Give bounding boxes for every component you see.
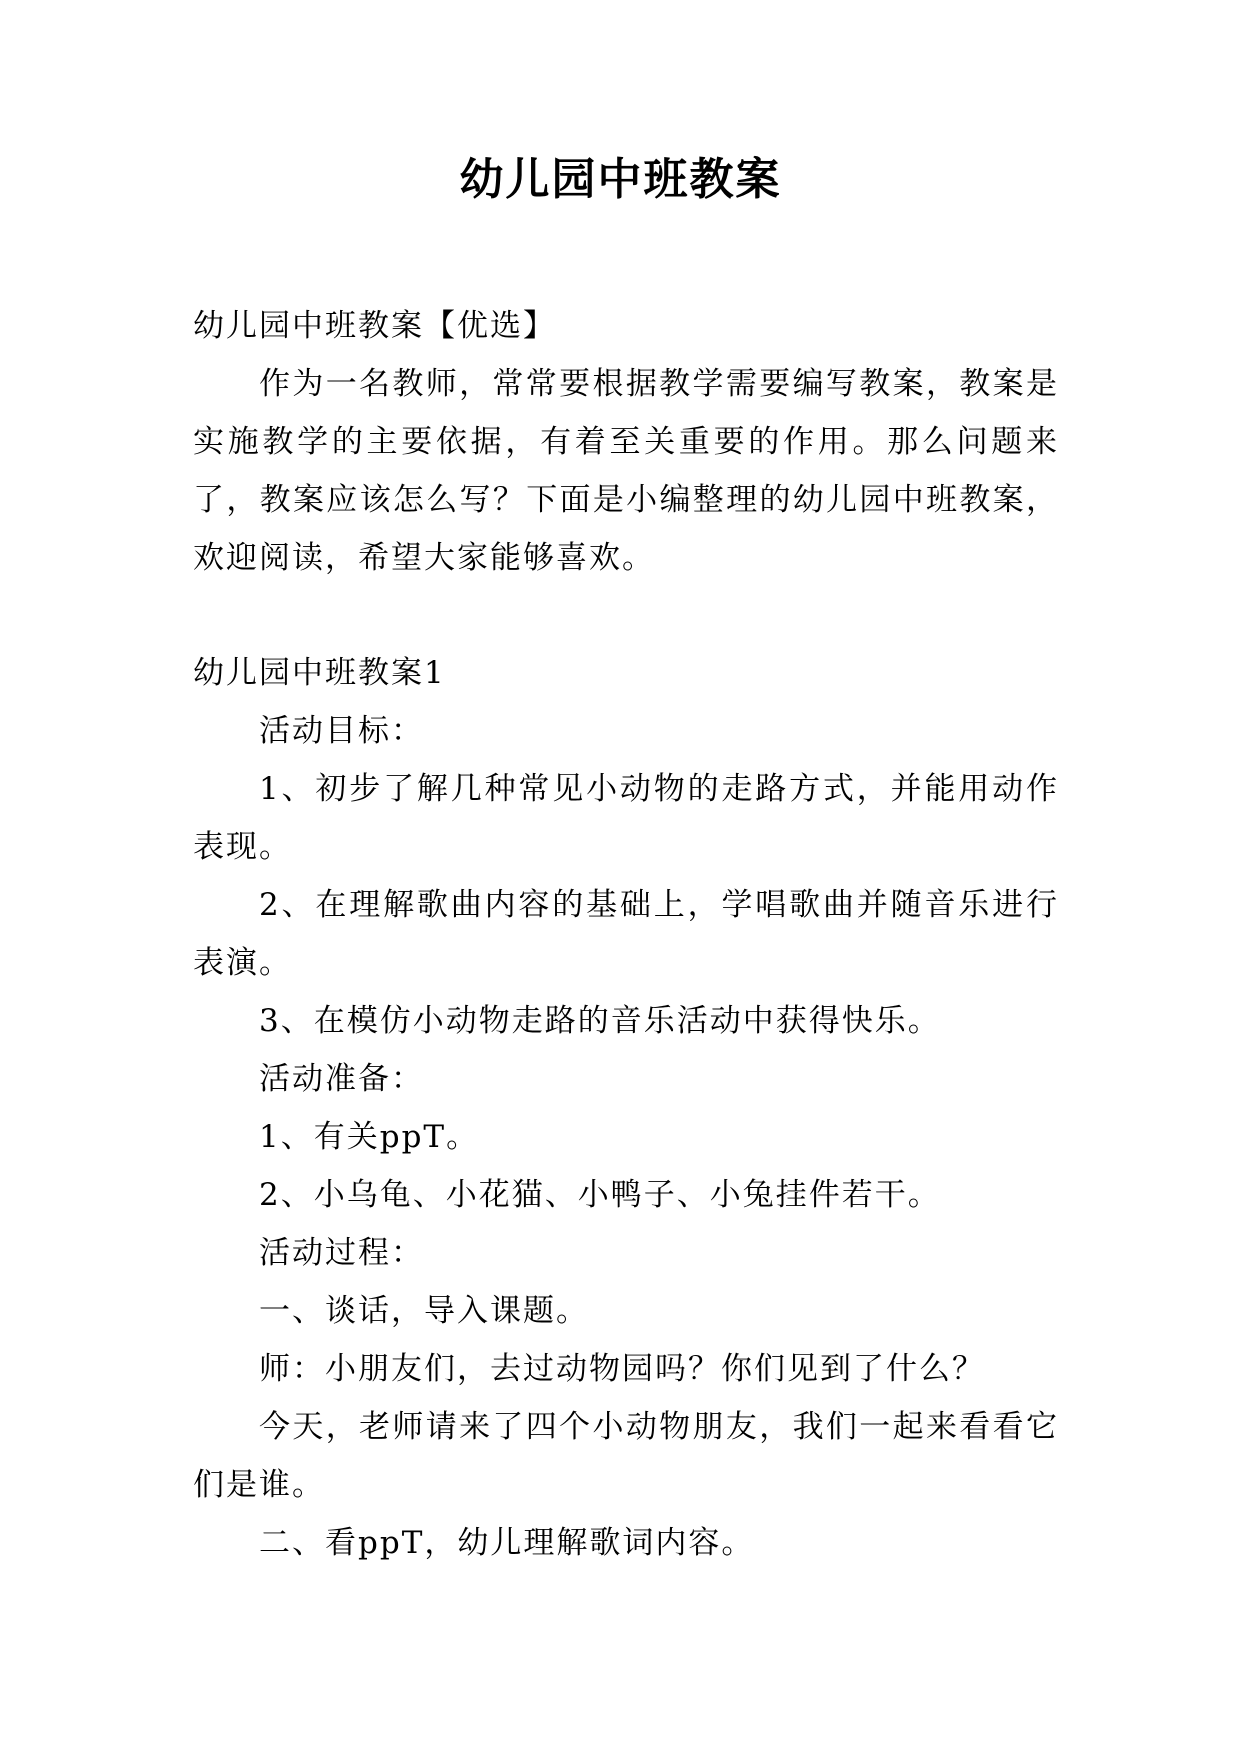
- intro-heading: 幼儿园中班教案【优选】: [193, 308, 556, 344]
- process-step-2: 二、看ppT，幼儿理解歌词内容。: [259, 1525, 755, 1561]
- goal-item-3: 3、在模仿小动物走路的音乐活动中获得快乐。: [259, 1003, 941, 1039]
- goal-item-2: 2、在理解歌曲内容的基础上，学唱歌曲并随音乐进行表演。: [193, 887, 1059, 981]
- section-spacer: [193, 587, 1059, 644]
- goal-item-1: 1、初步了解几种常见小动物的走路方式，并能用动作表现。: [193, 771, 1059, 865]
- prep-item-2: 2、小乌龟、小花猫、小鸭子、小兔挂件若干。: [259, 1177, 941, 1213]
- teacher-dialogue: 师：小朋友们，去过动物园吗？你们见到了什么？: [259, 1351, 985, 1387]
- document-body: [193, 297, 1059, 1572]
- activity-prep-label: 活动准备：: [259, 1061, 424, 1097]
- section-heading: 幼儿园中班教案1: [193, 655, 446, 691]
- activity-goals-label: 活动目标：: [259, 713, 424, 749]
- activity-process-label: 活动过程：: [259, 1235, 424, 1271]
- teacher-intro: 今天，老师请来了四个小动物朋友，我们一起来看看它们是谁。: [193, 1409, 1059, 1503]
- process-step-1: 一、谈话，导入课题。: [259, 1293, 589, 1329]
- intro-paragraph: 作为一名教师，常常要根据教学需要编写教案，教案是实施教学的主要依据，有着至关重要的作用。那么问题来了，教案应该怎么写？下面是小编整理的幼儿园中班教案，欢迎阅读，希望大家能够喜欢。: [193, 366, 1059, 576]
- document-title: 幼儿园中班教案: [459, 154, 782, 205]
- prep-item-1: 1、有关ppT。: [259, 1119, 480, 1155]
